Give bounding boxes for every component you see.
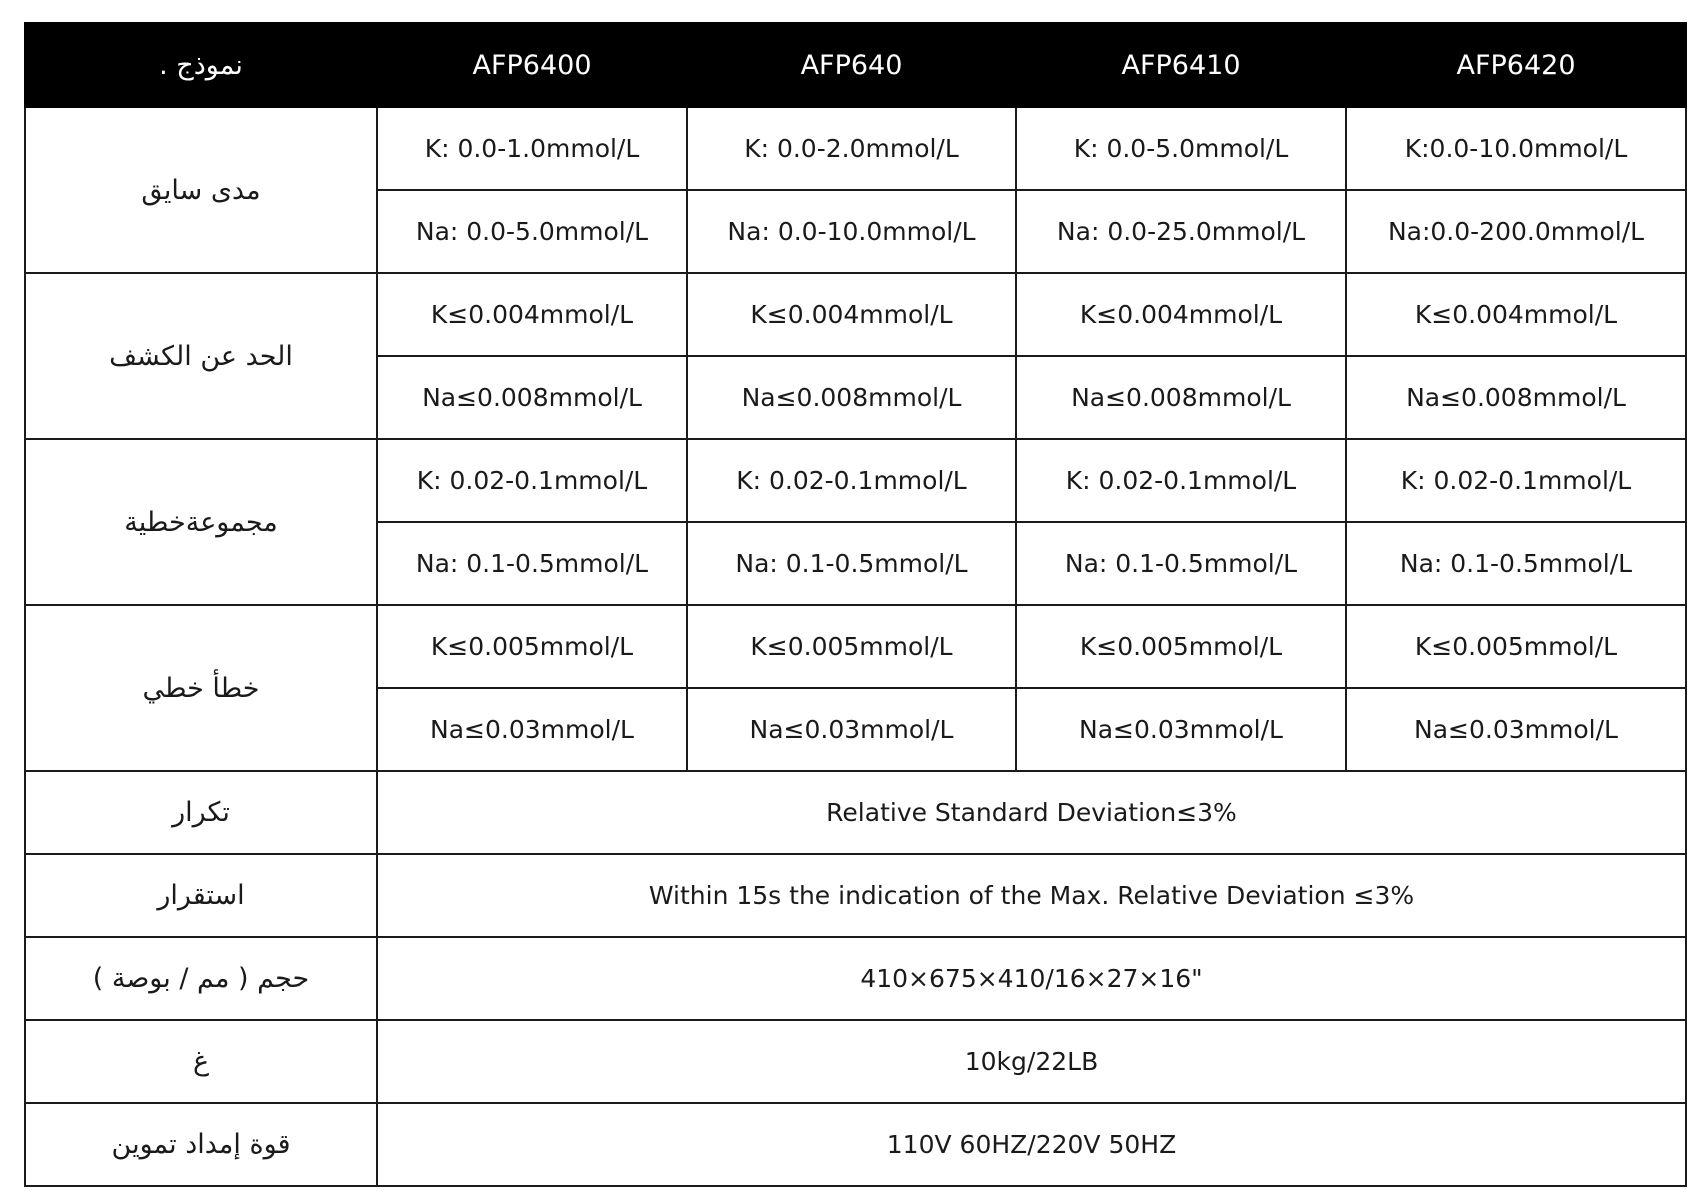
table-cell: Na: 0.0-25.0mmol/L — [1016, 190, 1346, 273]
table-row — [25, 1103, 1686, 1186]
table-cell: Na≤0.008mmol/L — [1346, 356, 1686, 439]
table-row — [25, 937, 1686, 1020]
table-cell: K: 0.02-0.1mmol/L — [1016, 439, 1346, 522]
row-label-linear-error: خطأ خطي — [25, 605, 377, 771]
table-cell: K≤0.005mmol/L — [1346, 605, 1686, 688]
header-afp6400: AFP6400 — [377, 23, 687, 107]
table-row — [25, 273, 1686, 356]
row-label-weight: غ — [25, 1020, 377, 1103]
table-cell-repeatability: Relative Standard Deviation≤3% — [377, 771, 1686, 854]
table-cell: K≤0.005mmol/L — [1016, 605, 1346, 688]
table-cell-power-supply: 110V 60HZ/220V 50HZ — [377, 1103, 1686, 1186]
table-cell: K≤0.005mmol/L — [687, 605, 1016, 688]
table-cell: Na≤0.008mmol/L — [687, 356, 1016, 439]
row-label-power-supply: قوة إمداد تموين — [25, 1103, 377, 1186]
header-afp640: AFP640 — [687, 23, 1016, 107]
table-cell: Na≤0.03mmol/L — [1346, 688, 1686, 771]
table-cell: Na: 0.1-0.5mmol/L — [1016, 522, 1346, 605]
specifications-table — [24, 22, 1687, 1187]
table-cell: K≤0.004mmol/L — [1346, 273, 1686, 356]
row-label-measuring-range: مدى سايق — [25, 107, 377, 273]
table-cell: K: 0.0-1.0mmol/L — [377, 107, 687, 190]
table-cell: Na: 0.1-0.5mmol/L — [687, 522, 1016, 605]
table-cell: Na:0.0-200.0mmol/L — [1346, 190, 1686, 273]
header-model-label: نموذج . — [25, 23, 377, 107]
table-cell: K: 0.02-0.1mmol/L — [377, 439, 687, 522]
table-cell: Na≤0.008mmol/L — [1016, 356, 1346, 439]
row-label-detection-limit: الحد عن الكشف — [25, 273, 377, 439]
table-row — [25, 605, 1686, 688]
row-label-linear-range: مجموعةخطية — [25, 439, 377, 605]
table-cell: K≤0.005mmol/L — [377, 605, 687, 688]
spec-sheet — [24, 22, 1685, 1187]
table-cell-weight: 10kg/22LB — [377, 1020, 1686, 1103]
header-afp6420: AFP6420 — [1346, 23, 1686, 107]
table-cell: Na: 0.0-10.0mmol/L — [687, 190, 1016, 273]
table-row — [25, 771, 1686, 854]
table-cell: K:0.0-10.0mmol/L — [1346, 107, 1686, 190]
table-cell: K≤0.004mmol/L — [687, 273, 1016, 356]
header-afp6410: AFP6410 — [1016, 23, 1346, 107]
row-label-repeatability: تكرار — [25, 771, 377, 854]
header-row — [25, 23, 1686, 107]
table-row — [25, 1020, 1686, 1103]
table-cell: Na: 0.0-5.0mmol/L — [377, 190, 687, 273]
table-cell: Na: 0.1-0.5mmol/L — [1346, 522, 1686, 605]
table-cell: K: 0.02-0.1mmol/L — [1346, 439, 1686, 522]
table-cell-dimensions: 410×675×410/16×27×16" — [377, 937, 1686, 1020]
table-cell: Na≤0.03mmol/L — [1016, 688, 1346, 771]
row-label-dimensions: حجم ( مم / بوصة ) — [25, 937, 377, 1020]
table-cell: K≤0.004mmol/L — [377, 273, 687, 356]
table-row — [25, 439, 1686, 522]
table-cell: K≤0.004mmol/L — [1016, 273, 1346, 356]
table-cell: K: 0.0-5.0mmol/L — [1016, 107, 1346, 190]
table-cell: Na≤0.03mmol/L — [687, 688, 1016, 771]
table-row — [25, 854, 1686, 937]
table-cell: K: 0.02-0.1mmol/L — [687, 439, 1016, 522]
table-cell: K: 0.0-2.0mmol/L — [687, 107, 1016, 190]
table-cell: Na≤0.008mmol/L — [377, 356, 687, 439]
table-row — [25, 107, 1686, 190]
table-cell: Na: 0.1-0.5mmol/L — [377, 522, 687, 605]
table-cell-stability: Within 15s the indication of the Max. Relative Deviation ≤3% — [377, 854, 1686, 937]
row-label-stability: استقرار — [25, 854, 377, 937]
table-cell: Na≤0.03mmol/L — [377, 688, 687, 771]
